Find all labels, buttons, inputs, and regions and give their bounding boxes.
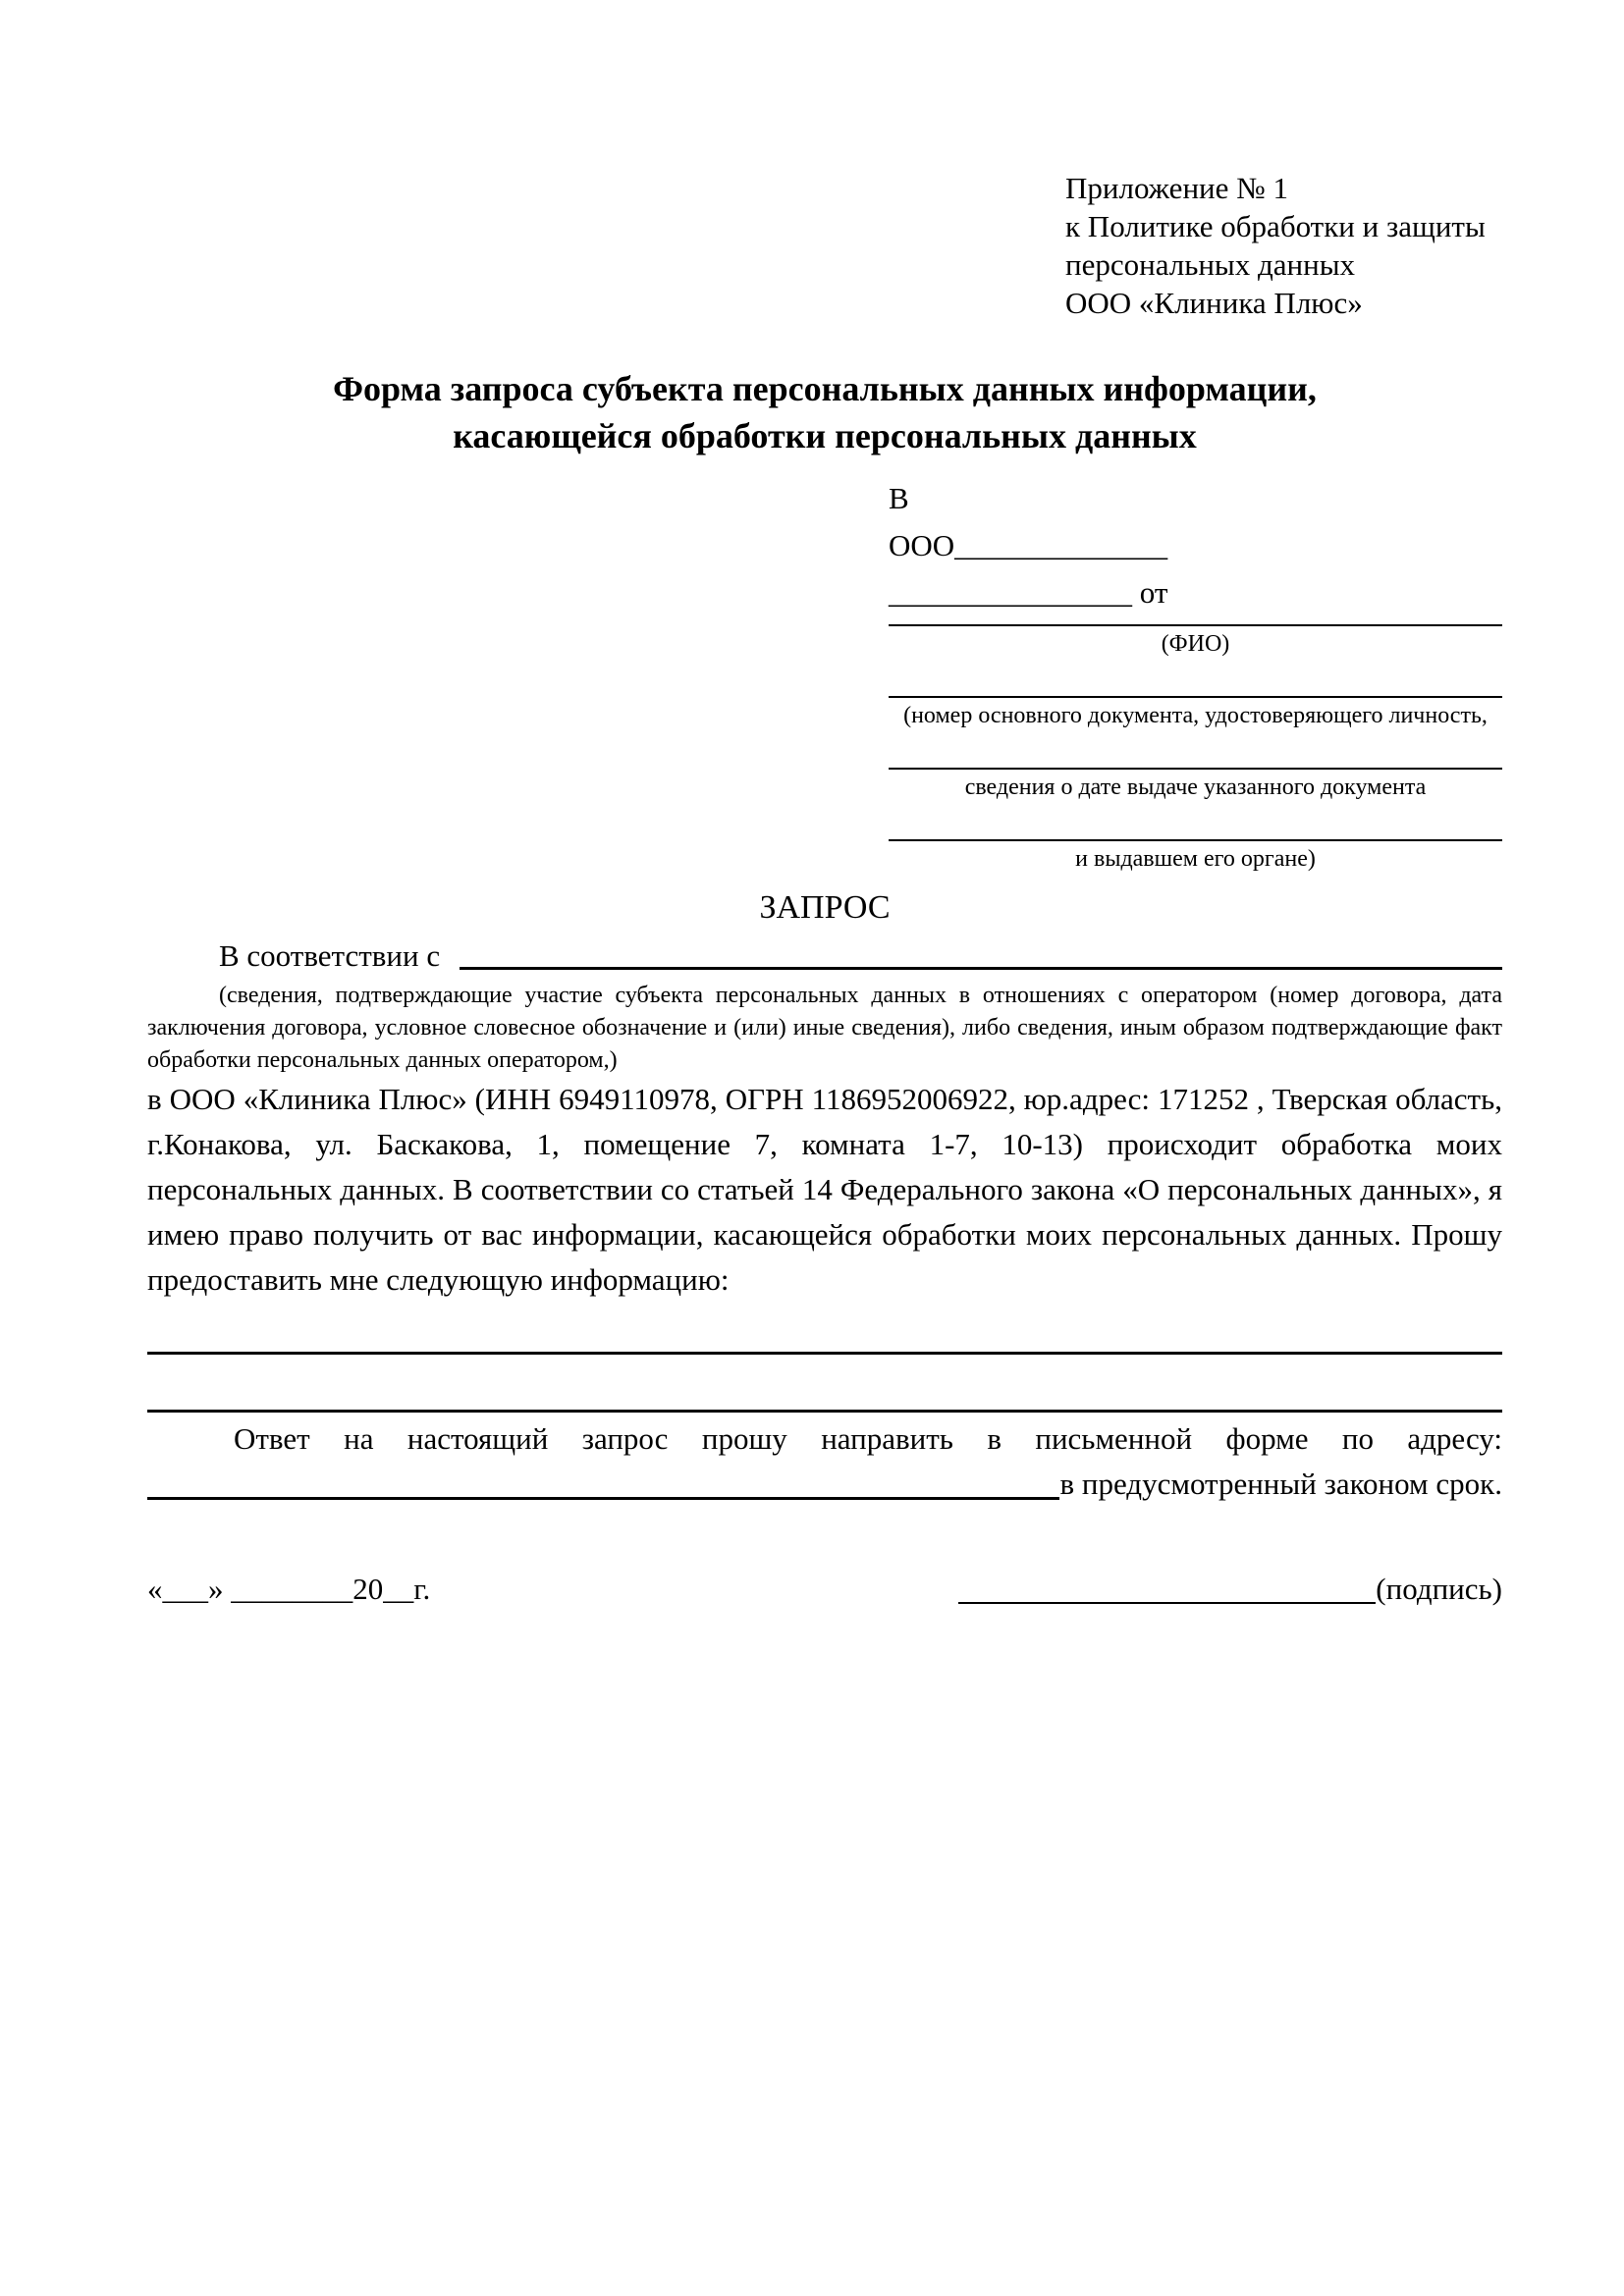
id-document-issuer-field	[889, 839, 1502, 874]
annex-header-line-2: к Политике обработки и защиты	[1065, 209, 1486, 243]
addressee-org-blank: ООО______________	[889, 528, 1168, 562]
reply-sentence-suffix: в предусмотренный законом срок.	[1059, 1467, 1502, 1501]
fio-caption: (ФИО)	[1161, 631, 1230, 657]
reply-address-row	[147, 1462, 1502, 1507]
date-signature-row	[147, 1568, 1502, 1611]
reply-sentence: Ответ на настоящий запрос прошу направить в письменной форме по адресу:	[234, 1421, 1502, 1456]
id-document-issue-date-caption: сведения о дате выдаче указанного документа	[964, 774, 1427, 800]
annex-header-line-4: ООО «Клиника Плюс»	[1065, 286, 1363, 320]
request-intro-footnote: (сведения, подтверждающие участие субъекта персональных данных в отношениях с оператором (номер договора, дата заключения договора, условное словесное обозначение и (или) иные сведения), либо сведения, иным образом подтверждающие факт обработки персональных данных оператором,)	[147, 983, 1502, 1073]
request-intro-row	[147, 934, 1502, 978]
request-heading: ЗАПРОС	[759, 889, 891, 926]
addressee-to: В	[889, 481, 909, 515]
addressee-from-blank: ________________ от	[889, 575, 1168, 610]
fio-field	[889, 624, 1502, 659]
annex-header-line-3: персональных данных	[1065, 247, 1356, 282]
requested-info-blank-line-1	[147, 1352, 1502, 1355]
document-title-line-2: касающейся обработки персональных данных	[453, 416, 1197, 455]
addressee-block	[889, 475, 1502, 874]
reply-address-blank-line	[147, 1497, 1059, 1500]
request-intro-blank-line	[460, 967, 1502, 970]
annex-header-line-1: Приложение № 1	[1065, 171, 1288, 205]
annex-header	[1065, 169, 1502, 322]
id-document-issuer-caption: и выдавшем его органе)	[1075, 846, 1316, 872]
signature-caption: (подпись)	[1376, 1572, 1502, 1606]
id-document-issue-date-field	[889, 768, 1502, 802]
request-body-paragraph: в ООО «Клиника Плюс» (ИНН 6949110978, ОГРН 1186952006922, юр.адрес: 171252 , Тверская область, г.Конакова, ул. Баскакова, 1, помещение 7, комната 1-7, 10-13) происходит обработка моих персональных данных. В соответствии со статьей 14 Федерального закона «О персональных данных», я имею право получить от вас информации, касающейся обработки моих персональных данных. Прошу предоставить мне следующую информацию:	[147, 1082, 1502, 1297]
id-document-number-caption: (номер основного документа, удостоверяющего личность,	[903, 703, 1488, 728]
request-intro-text: В соответствии с	[219, 938, 448, 973]
requested-info-blank-line-2	[147, 1410, 1502, 1413]
id-document-number-field	[889, 696, 1502, 730]
signature-blank-line	[958, 1602, 1376, 1604]
document-title-line-1: Форма запроса субъекта персональных данных информации,	[333, 369, 1317, 408]
document-title	[147, 365, 1502, 459]
date-field: «___» ________20__г.	[147, 1572, 431, 1606]
signature-field	[958, 1568, 1502, 1611]
